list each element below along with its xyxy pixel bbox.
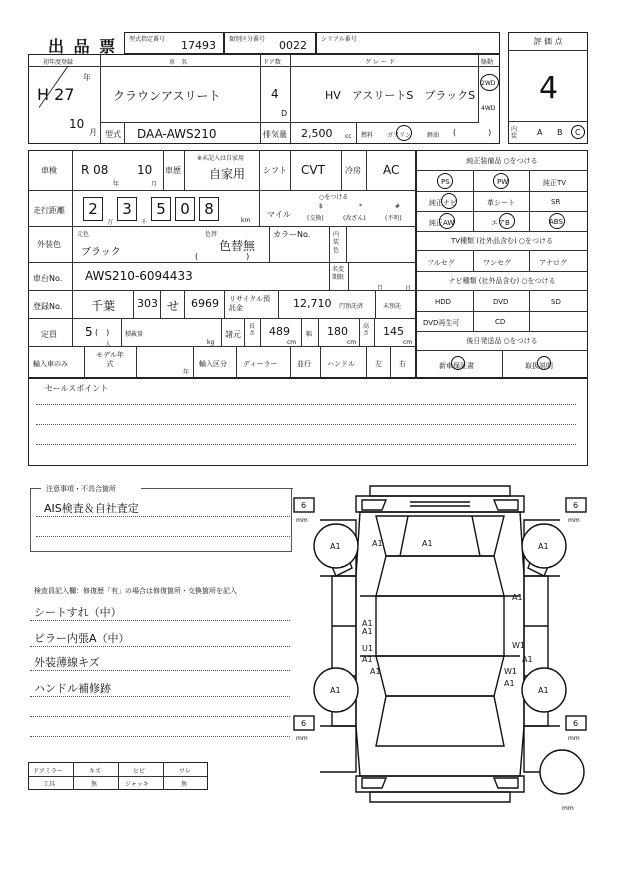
shift-value: CVT xyxy=(301,163,325,177)
car-damage-diagram xyxy=(290,476,590,816)
notes-title: 注意事項・不具合箇所 xyxy=(46,485,116,493)
aw-circle xyxy=(439,213,455,229)
score-box: 評 価 点 4 内装 A B C xyxy=(508,32,588,144)
grade-value: HV アスリートS ブラックS xyxy=(325,89,476,102)
class-cell: 類別区分番号 0022 xyxy=(224,32,316,54)
mileage-digit: 2 xyxy=(88,200,98,218)
svg-text:mm: mm xyxy=(568,735,580,742)
form-title: 出 品 票 xyxy=(48,37,118,56)
serial-cell: シリアル番号 xyxy=(316,32,500,54)
reg-number: 6969 xyxy=(191,297,219,310)
svg-text:mm: mm xyxy=(296,517,308,524)
detail-block: 車検 R 08 年 10 月 車歴 ※未記入は自家用 自家用 シフト CVT 冷房 AC 走行距離 2 万 3 千 5 0 8 km ○をつける マイル $ (交換) * (改ざん) # (不明) 外装色 元色 ブラック 色替 色替無 ( ) カラーNo. 内装色 車台No. AWS210-6094433 名変期限 月 日 登録No. 千葉 303 せ 6969 リサイクル預託金 12,710 円預託済 未預託 定員 5 ( ) 人 積載量 kg 諸元 長さ 489 cm 幅 180 cm 高さ 145 cm 輸入車のみ モデル年式 年 輸入区分 ディーラー 並行 ハンドル 左 右 xyxy=(28,150,416,378)
first-reg-year: H 27 xyxy=(37,85,75,104)
cooling-value: AC xyxy=(383,163,400,177)
damage-mark: A1 xyxy=(512,593,523,602)
type-value: DAA-AWS210 xyxy=(137,127,217,141)
vehicle-block: 初年度登録 H 27 年 10 月 車 名 クラウンアスリート ドア数 4 D グ レ ー ド HV アスリートS ブラックS 駆動 2WD 4WD 型式 DAA-AWS210 排気量 2,500 cc 燃料 ガソリン 軽油 ( ) xyxy=(28,54,500,144)
inspection-era: R 08 xyxy=(81,163,109,177)
damage-mark: A1 xyxy=(362,619,373,628)
fuel-gasoline-circle xyxy=(396,125,412,141)
notes-box xyxy=(30,488,292,552)
drive-2wd-circle xyxy=(480,74,499,91)
length-value: 489 xyxy=(269,325,290,338)
damage-mark: A1 xyxy=(372,539,383,548)
mileage-digit: 3 xyxy=(122,200,132,218)
mileage-digit: 8 xyxy=(204,200,214,218)
tread-value: 6 xyxy=(301,501,307,510)
damage-mark: A1 xyxy=(362,627,373,636)
legend-table: ドアミラー キズ ヒビ ワレ 工具 無 ジャッキ 無 xyxy=(28,762,208,790)
damage-mark: A1 xyxy=(422,539,433,548)
first-reg-month: 10 xyxy=(69,117,85,131)
damage-mark: A1 xyxy=(370,667,381,676)
displacement-value: 2,500 xyxy=(301,127,333,140)
paint-value: 色替無 xyxy=(219,239,256,253)
pw-circle xyxy=(493,173,509,189)
model-cert-cell: 型式指定番号 17493 xyxy=(124,32,224,54)
title-block xyxy=(28,32,124,54)
damage-mark-u1: U1 xyxy=(362,644,373,653)
interior-grade-circle xyxy=(571,125,585,139)
damage-mark: A1 xyxy=(362,655,373,664)
height-value: 145 xyxy=(383,325,404,338)
mileage-digit: 5 xyxy=(156,200,166,218)
note-item: ピラー内張A（中） xyxy=(34,632,130,645)
abs-circle xyxy=(549,213,565,229)
car-name: クラウンアスリート xyxy=(113,89,221,103)
inspection-month: 10 xyxy=(137,163,153,177)
score-value: 4 xyxy=(539,71,559,106)
class-value: 0022 xyxy=(279,39,307,52)
tire-mark: A1 xyxy=(330,686,341,695)
damage-mark: W1 xyxy=(512,641,525,650)
damage-mark: A1 xyxy=(504,679,515,688)
note-item: 外装薄線キズ xyxy=(34,656,100,669)
tread-value: 6 xyxy=(301,719,307,728)
tread-value: 6 xyxy=(573,501,579,510)
navi-circle xyxy=(441,193,457,209)
model-cert-value: 17493 xyxy=(181,39,216,52)
tire-mark: A1 xyxy=(538,686,549,695)
recycle-value: 12,710 xyxy=(293,297,332,310)
note-item: シートすれ（中） xyxy=(34,606,122,619)
damage-mark: W1 xyxy=(504,667,517,676)
chassis-value: AWS210-6094433 xyxy=(85,269,193,283)
notes-line-1: AIS検査＆自社査定 xyxy=(44,502,139,515)
svg-text:mm: mm xyxy=(296,735,308,742)
mileage-digit: 0 xyxy=(180,200,190,218)
doors-value: 4 xyxy=(271,87,279,101)
history-value: 自家用 xyxy=(209,167,246,181)
ext-color-value: ブラック xyxy=(81,247,121,258)
tread-value: 6 xyxy=(573,719,579,728)
width-value: 180 xyxy=(327,325,348,338)
score-label: 評 価 点 xyxy=(533,37,563,46)
damage-mark: A1 xyxy=(522,655,533,664)
svg-text:mm: mm xyxy=(562,805,574,812)
reg-kana: せ xyxy=(167,299,180,313)
tire-mark: A1 xyxy=(538,542,549,551)
note-item: ハンドル補修跡 xyxy=(34,682,111,695)
manual-circle xyxy=(537,356,551,370)
svg-text:mm: mm xyxy=(568,517,580,524)
capacity-value: 5 xyxy=(85,325,93,339)
reg-class: 303 xyxy=(137,297,158,310)
tire-mark: A1 xyxy=(330,542,341,551)
warranty-circle xyxy=(451,356,465,370)
reg-area: 千葉 xyxy=(91,299,116,313)
sales-point-box: セールスポイント xyxy=(28,378,588,466)
inspector-label: 検査員記入欄：修復歴「有」の場合は修復箇所・交換箇所を記入 xyxy=(34,587,237,595)
airbag-circle xyxy=(499,213,515,229)
equipment-block: 純正装備品 ○をつける PS PW 純正TV 純正ナビ 革シート SR 純正AW エアB ABS TV種類 (社外品含む) ○をつける フルセグ ワンセグ アナログ ナビ種類 (社外品含む) ○をつける HDD DVD SD DVD再生可 CD 後日発送品 ○をつける 新車保証書 取扱説明 xyxy=(416,150,588,378)
ps-circle xyxy=(437,173,453,189)
